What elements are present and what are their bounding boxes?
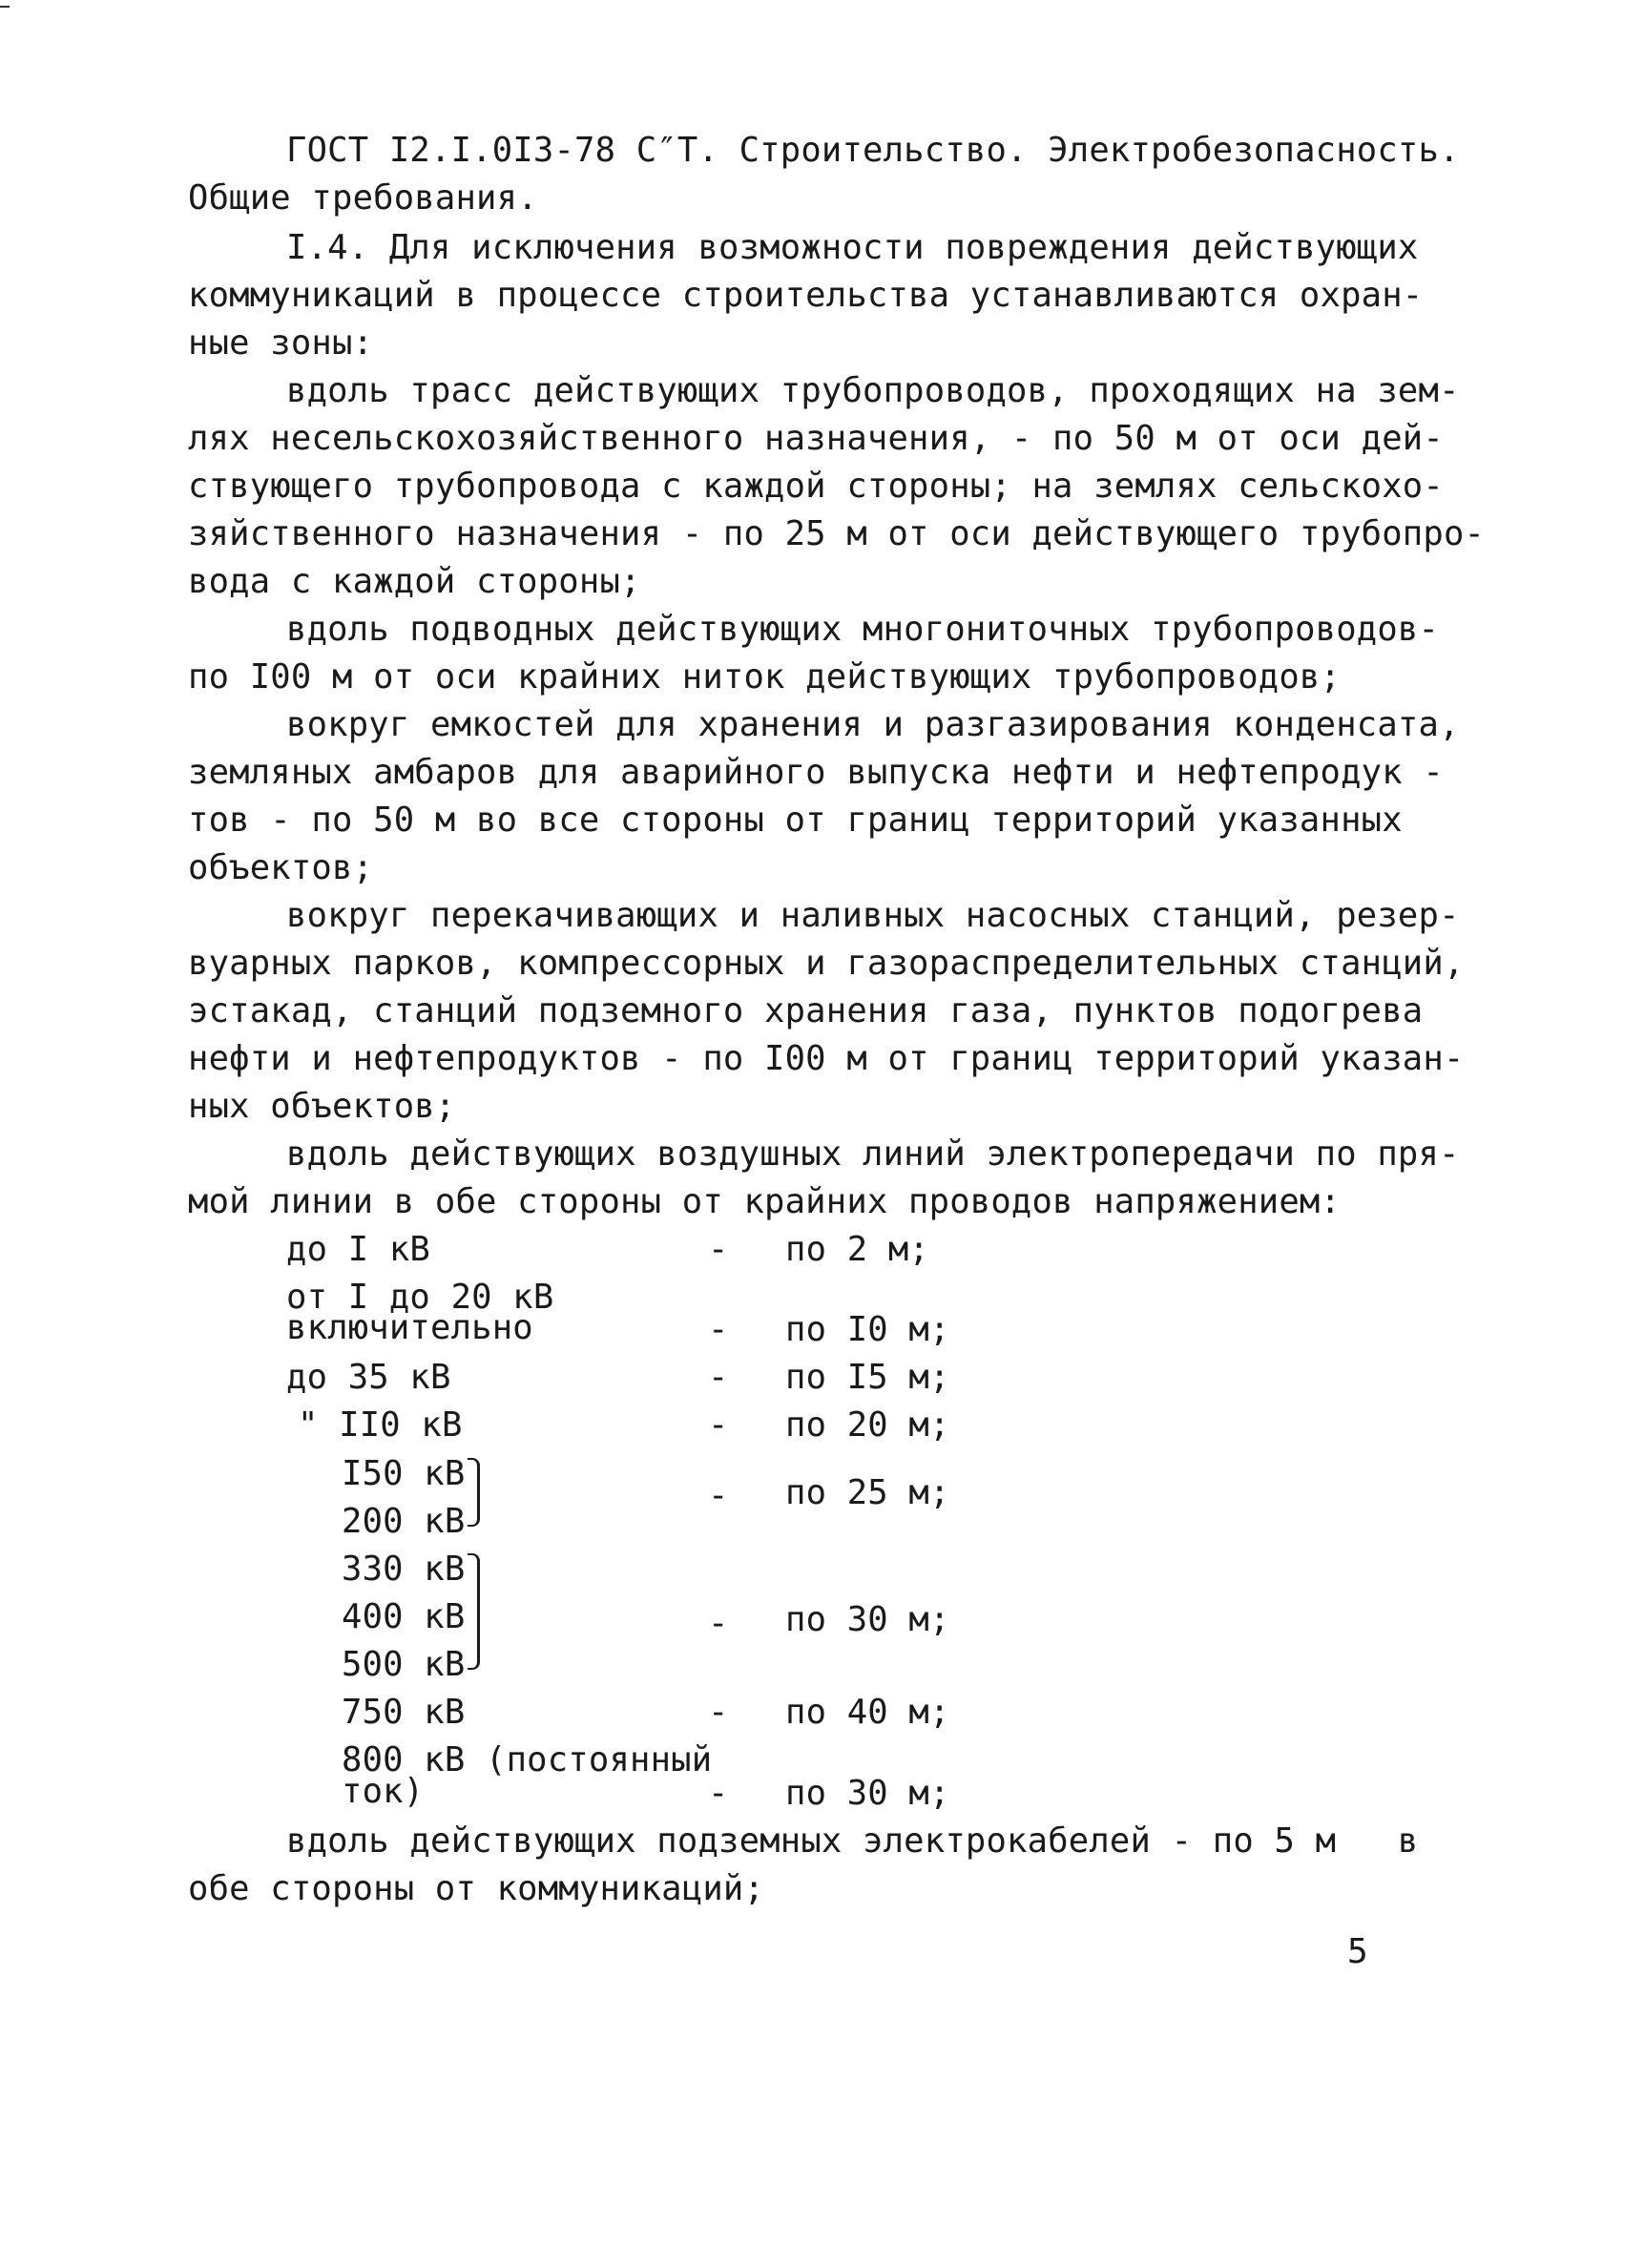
stations-paragraph-line: ных объектов; (188, 1087, 456, 1126)
voltage-cell: включительно (286, 1308, 533, 1347)
voltage-cell: I50 кВ (342, 1454, 466, 1493)
pipelines-paragraph-line: вода с каждой стороны; (188, 562, 641, 601)
power-lines-paragraph-line: мой линии в обе стороны от крайних проводов напряжением: (188, 1182, 1342, 1221)
group-brace (468, 1553, 480, 1670)
clause-1-4-line: I.4. Для исключения возможности повреждения действующих (286, 228, 1419, 267)
underwater-paragraph-line: по I00 м от оси крайних ниток действующих трубопроводов; (188, 657, 1342, 697)
tanks-paragraph-line: вокруг емкостей для хранения и разгазирования конденсата, (286, 705, 1460, 744)
page-number: 5 (1347, 1932, 1368, 1971)
dash-cell: - (708, 1405, 729, 1445)
voltage-cell: 400 кВ (342, 1597, 466, 1636)
distance-cell: по 2 м; (785, 1230, 930, 1269)
clause-1-4-line: коммуникаций в процессе строительства устанавливаются охран- (188, 276, 1424, 315)
dash-cell: - (708, 1476, 729, 1515)
distance-cell: по 30 м; (785, 1600, 950, 1639)
pipelines-paragraph-line: лях несельскохозяйственного назначения, - по 50 м от оси дей- (188, 419, 1444, 458)
dash-cell: - (708, 1774, 729, 1813)
clause-1-4-line: ные зоны: (188, 323, 374, 363)
voltage-cell: " II0 кВ (298, 1405, 463, 1445)
distance-cell: по I0 м; (785, 1310, 950, 1349)
scan-corner-mark (0, 6, 10, 8)
stations-paragraph-line: вокруг перекачивающих и наливных насосных станций, резер- (286, 896, 1460, 935)
distance-cell: по 40 м; (785, 1693, 950, 1732)
tanks-paragraph-line: тов - по 50 м во все стороны от границ территорий указанных (188, 801, 1403, 840)
tanks-paragraph-line: земляных амбаров для аварийного выпуска нефти и нефтепродук - (188, 753, 1444, 792)
voltage-cell: 330 кВ (342, 1550, 466, 1589)
voltage-cell: 200 кВ (342, 1502, 466, 1541)
voltage-cell: ток) (342, 1772, 425, 1811)
cables-paragraph-line: обе стороны от коммуникаций; (188, 1869, 765, 1908)
dash-cell: - (708, 1604, 729, 1643)
dash-cell: - (708, 1310, 729, 1349)
voltage-cell: до I кВ (286, 1230, 431, 1269)
standard-reference-cont: Общие требования. (188, 178, 538, 218)
cables-paragraph-line: вдоль действующих подземных электрокабелей - по 5 м в (286, 1821, 1419, 1861)
stations-paragraph-line: эстакад, станций подземного хранения газа, пунктов подогрева (188, 991, 1424, 1030)
voltage-cell: 750 кВ (342, 1693, 466, 1732)
distance-cell: по 25 м; (785, 1473, 950, 1512)
dash-cell: - (708, 1693, 729, 1732)
voltage-cell: 500 кВ (342, 1645, 466, 1684)
voltage-cell: от I до 20 кВ (286, 1278, 554, 1317)
pipelines-paragraph-line: зяйственного назначения - по 25 м от оси действующего трубопро- (188, 514, 1486, 553)
stations-paragraph-line: нефти и нефтепродуктов - по I00 м от границ территорий указан- (188, 1039, 1465, 1078)
distance-cell: по 20 м; (785, 1405, 950, 1445)
dash-cell: - (708, 1358, 729, 1397)
dash-cell: - (708, 1230, 729, 1269)
pipelines-paragraph-line: вдоль трасс действующих трубопроводов, проходящих на зем- (286, 371, 1460, 410)
stations-paragraph-line: вуарных парков, компрессорных и газораспределительных станций, (188, 944, 1465, 983)
distance-cell: по 30 м; (785, 1774, 950, 1813)
standard-reference: ГОСТ I2.I.0I3-78 С″Т. Строительство. Электробезопасность. (286, 131, 1460, 170)
pipelines-paragraph-line: ствующего трубопровода с каждой стороны; на землях сельскохо- (188, 467, 1444, 506)
group-brace (468, 1458, 480, 1527)
voltage-cell: 800 кВ (постоянный (342, 1740, 713, 1779)
voltage-cell: до 35 кВ (286, 1358, 451, 1397)
distance-cell: по I5 м; (785, 1358, 950, 1397)
tanks-paragraph-line: объектов; (188, 848, 374, 887)
power-lines-paragraph-line: вдоль действующих воздушных линий электропередачи по пря- (286, 1134, 1460, 1174)
underwater-paragraph-line: вдоль подводных действующих многониточных трубопроводов- (286, 610, 1440, 649)
